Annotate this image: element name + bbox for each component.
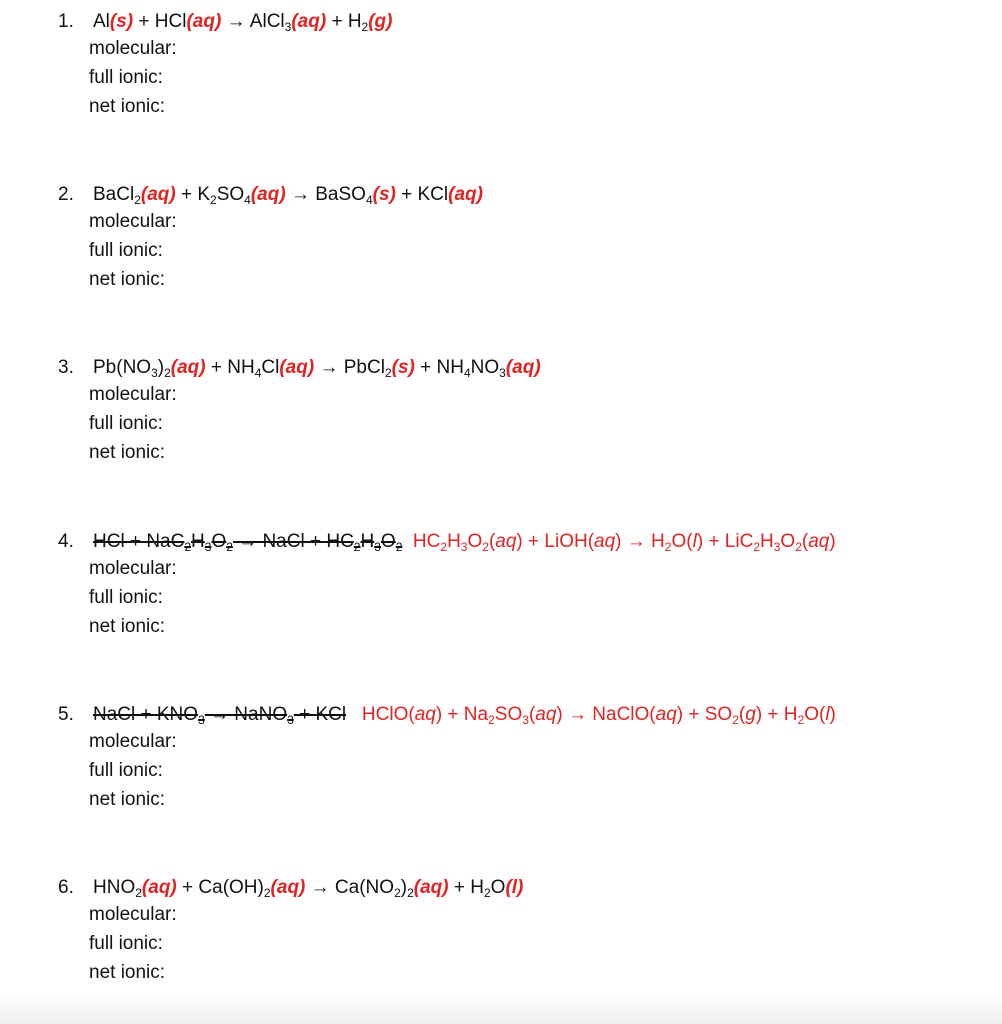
subscript: 2 — [732, 713, 739, 727]
net-ionic-label: net ionic: — [89, 442, 166, 463]
subscript: 3 — [773, 540, 781, 554]
equation — [58, 10, 988, 34]
subscript: 2 — [407, 886, 414, 900]
equation-text: ( — [738, 704, 746, 725]
equation-text: + Ca(OH) — [176, 877, 264, 898]
molecular-label: molecular: — [89, 211, 177, 232]
equation-text: (s) — [109, 11, 134, 32]
subscript: 3 — [284, 20, 292, 34]
problem-2 — [58, 183, 988, 294]
equation-text: l — [825, 704, 830, 725]
equation-text: + K — [175, 184, 211, 205]
molecular-label: molecular: — [89, 904, 177, 925]
struck-text: H — [191, 531, 205, 552]
subscript: 2 — [395, 540, 403, 554]
equation-text: ) + LiOH( — [516, 531, 595, 552]
subscript: 4 — [244, 193, 251, 207]
subscript: 3 — [151, 366, 158, 380]
equation-text: NO — [470, 357, 500, 378]
subscript: 3 — [499, 366, 506, 380]
equation-text: aq — [495, 531, 517, 552]
net-ionic-label: net ionic: — [89, 269, 166, 290]
subscript: 2 — [482, 540, 489, 554]
equation-text: ) + SO — [676, 704, 733, 725]
equation-text: + HCl — [133, 11, 187, 32]
equation-text: + H — [326, 11, 362, 32]
equation-text: (aq) — [186, 11, 222, 32]
problem-4 — [58, 530, 988, 641]
subscript: 2 — [134, 193, 141, 207]
full-ionic-label: full ionic: — [89, 240, 163, 261]
equation-text: + KCl — [395, 184, 449, 205]
equation-text: aq — [655, 704, 677, 725]
equation-text: O — [490, 877, 506, 898]
equation-text: → PbCl — [314, 357, 385, 378]
problem-number: 1. — [58, 11, 74, 32]
equation-text: ) — [157, 357, 165, 378]
subscript: 2 — [226, 540, 233, 554]
subscript: 2 — [753, 540, 760, 554]
equation-text: ( — [488, 531, 496, 552]
equation-text: ) + Na — [435, 704, 489, 725]
subscript: 4 — [463, 366, 471, 380]
problem-number: 2. — [58, 184, 74, 205]
net-ionic-label: net ionic: — [89, 962, 166, 983]
subscript: 4 — [254, 366, 262, 380]
subscript: 2 — [135, 886, 142, 900]
subscript: 2 — [394, 886, 401, 900]
answer-lines — [58, 727, 988, 814]
equation-text: H — [760, 531, 774, 552]
subscript: 3 — [460, 540, 468, 554]
answer-lines — [58, 900, 988, 987]
equation-text: O( — [671, 531, 693, 552]
subscript: 2 — [797, 713, 805, 727]
equation-text: Al — [93, 11, 110, 32]
answer-lines — [58, 207, 988, 294]
equation — [58, 183, 988, 207]
equation-text: aq — [808, 531, 830, 552]
net-ionic-label: net ionic: — [89, 616, 166, 637]
equation-text: O( — [804, 704, 826, 725]
full-ionic-label: full ionic: — [89, 67, 163, 88]
equation-text: aq — [594, 531, 616, 552]
subscript: 4 — [365, 193, 373, 207]
molecular-label: molecular: — [89, 731, 177, 752]
equation-text: ) — [400, 877, 408, 898]
equation-text: ) → NaClO( — [556, 704, 656, 725]
subscript: 2 — [795, 540, 802, 554]
equation-text: (aq) — [140, 184, 176, 205]
struck-text: O — [211, 531, 227, 552]
equation-text: HNO — [93, 877, 136, 898]
equation-text: + NH — [205, 357, 255, 378]
equation-text: → AlCl — [221, 11, 285, 32]
equation-text: l — [692, 531, 697, 552]
equation-text: HC — [402, 531, 441, 552]
equation-text: SO — [494, 704, 523, 725]
equation-text: SO — [216, 184, 245, 205]
subscript: 3 — [204, 540, 212, 554]
subscript: 2 — [210, 193, 217, 207]
subscript: 3 — [374, 540, 381, 554]
equation-text: g — [745, 704, 756, 725]
answer-lines — [58, 34, 988, 121]
struck-text: → NaCl + HC — [232, 531, 354, 552]
full-ionic-label: full ionic: — [89, 760, 163, 781]
subscript: 2 — [353, 540, 361, 554]
equation — [58, 530, 988, 554]
equation-text: ) + LiC — [696, 531, 754, 552]
page-bottom-shadow — [0, 994, 1002, 1024]
subscript: 3 — [287, 713, 294, 727]
net-ionic-label: net ionic: — [89, 789, 166, 810]
struck-text: HCl + NaC — [93, 531, 185, 552]
molecular-label: molecular: — [89, 384, 177, 405]
full-ionic-label: full ionic: — [89, 413, 163, 434]
equation-text: (aq) — [141, 877, 177, 898]
equation-text: O — [467, 531, 483, 552]
problem-number: 3. — [58, 357, 74, 378]
equation-text: (g) — [368, 11, 393, 32]
struck-text: O — [380, 531, 396, 552]
equation-text: (aq) — [413, 877, 449, 898]
equation-text: ) — [829, 704, 836, 725]
struck-text: H — [360, 531, 375, 552]
equation-text: (aq) — [279, 357, 315, 378]
equation-text: (l) — [505, 877, 524, 898]
equation-text: (s) — [391, 357, 415, 378]
subscript: 2 — [440, 540, 448, 554]
equation-text: (aq) — [291, 11, 327, 32]
equation-text: (aq) — [270, 877, 306, 898]
equation-text: BaCl — [93, 184, 135, 205]
equation-text: + NH — [414, 357, 464, 378]
full-ionic-label: full ionic: — [89, 587, 163, 608]
equation-text: Cl — [261, 357, 280, 378]
problem-number: 4. — [58, 531, 74, 552]
subscript: 2 — [384, 366, 392, 380]
equation-text: ) + H — [755, 704, 798, 725]
equation-text: (aq) — [448, 184, 483, 205]
subscript: 3 — [198, 713, 205, 727]
molecular-label: molecular: — [89, 558, 177, 579]
subscript: 2 — [483, 886, 491, 900]
answer-lines — [58, 380, 988, 467]
subscript: 3 — [522, 713, 529, 727]
problem-1 — [58, 10, 988, 121]
problem-number: 5. — [58, 704, 74, 725]
equation-text: ( — [528, 704, 536, 725]
molecular-label: molecular: — [89, 38, 177, 59]
struck-text: + KCl — [293, 704, 347, 725]
equation-text: aq — [414, 704, 436, 725]
problem-6 — [58, 876, 988, 987]
equation-text: (s) — [372, 184, 396, 205]
equation-text: H — [447, 531, 461, 552]
net-ionic-label: net ionic: — [89, 96, 166, 117]
equation-text: aq — [535, 704, 557, 725]
equation-text: O — [780, 531, 796, 552]
struck-text: → NaNO — [204, 704, 288, 725]
equation-text: → BaSO — [285, 184, 366, 205]
equation-text: + H — [448, 877, 484, 898]
equation-text: (aq) — [505, 357, 541, 378]
equation — [58, 876, 988, 900]
equation-text: (aq) — [170, 357, 206, 378]
full-ionic-label: full ionic: — [89, 933, 163, 954]
problem-number: 6. — [58, 877, 74, 898]
equation-text: (aq) — [250, 184, 286, 205]
equation — [58, 703, 988, 727]
answer-lines — [58, 554, 988, 641]
subscript: 2 — [184, 540, 192, 554]
subscript: 2 — [164, 366, 171, 380]
problem-5 — [58, 703, 988, 814]
equation-text: Pb(NO — [93, 357, 152, 378]
equation-text: → Ca(NO — [305, 877, 395, 898]
subscript: 2 — [664, 540, 672, 554]
equation-text: ) → H — [615, 531, 665, 552]
equation — [58, 356, 988, 380]
problem-3 — [58, 356, 988, 467]
equation-text: HClO( — [346, 704, 415, 725]
equation-text: ( — [801, 531, 809, 552]
struck-text: NaCl + KNO — [93, 704, 199, 725]
equation-text: ) — [829, 531, 836, 552]
subscript: 2 — [263, 886, 271, 900]
subscript: 2 — [361, 20, 369, 34]
subscript: 2 — [488, 713, 495, 727]
